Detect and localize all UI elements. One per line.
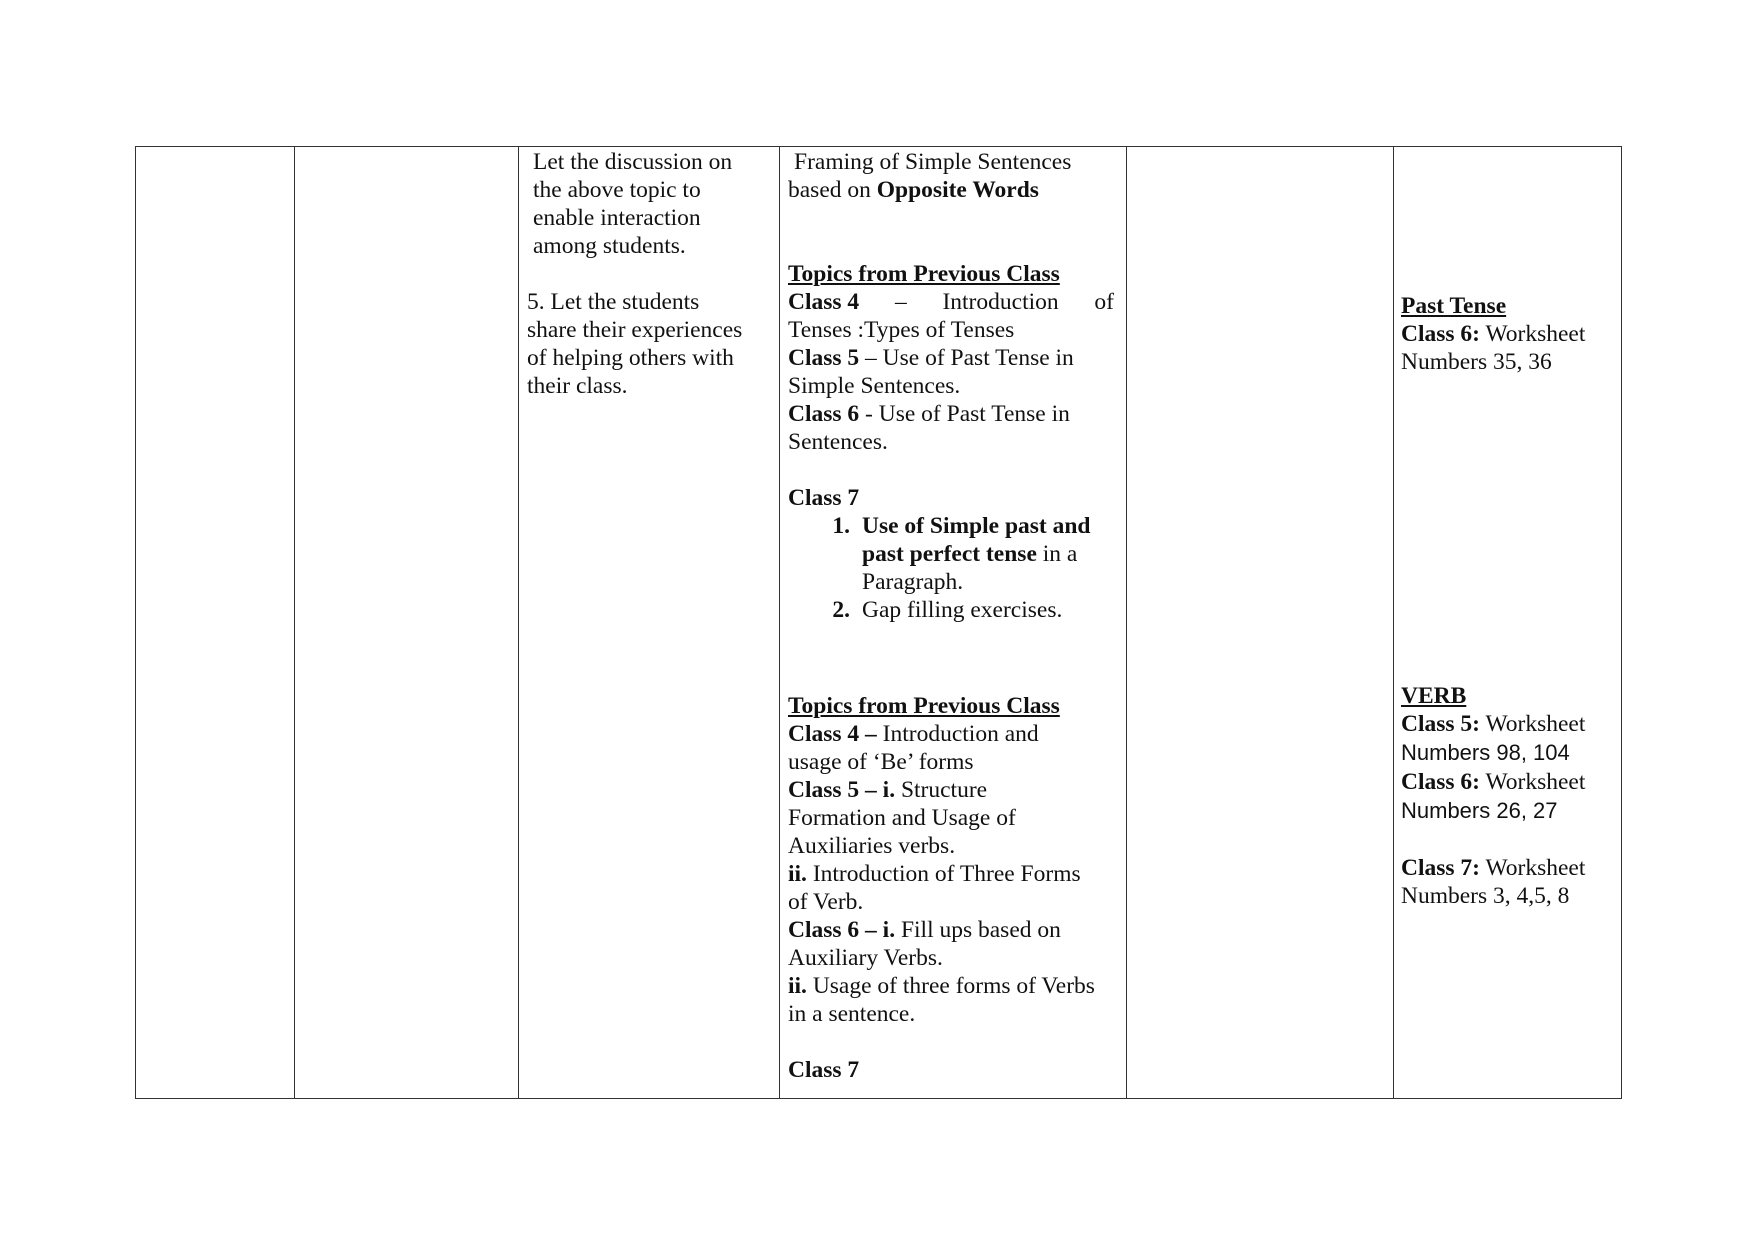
- text: Worksheet: [1480, 711, 1586, 737]
- ii-line: [788, 860, 1114, 888]
- text-line: Simple Sentences.: [788, 373, 961, 399]
- column-divider: [1126, 146, 1127, 1099]
- activities-cell: [527, 148, 777, 400]
- text-line: Let the discussion on: [533, 149, 733, 175]
- text-line: in a sentence.: [788, 1001, 916, 1027]
- column-divider: [779, 146, 780, 1099]
- text-line: of helping others with: [527, 345, 734, 371]
- intro-line: [788, 176, 1114, 204]
- class-label: Class 6:: [1401, 321, 1480, 347]
- past-tense-heading: Past Tense: [1401, 293, 1507, 319]
- class-label: Class 7: [788, 485, 860, 511]
- list-number: 2.: [832, 597, 850, 623]
- text: Worksheet: [1480, 769, 1586, 795]
- class5-line: [788, 776, 1114, 804]
- text: – Use of Past Tense in: [859, 345, 1074, 371]
- class-label: Class 5: [788, 345, 860, 371]
- word: of: [1094, 289, 1114, 315]
- text-line: their class.: [527, 373, 628, 399]
- discussion-paragraph: [527, 148, 777, 260]
- text-line: of Verb.: [788, 889, 864, 915]
- text-line: among students.: [533, 233, 686, 259]
- class4-line: [788, 288, 1114, 316]
- class4-line: [788, 720, 1114, 748]
- text-line: Formation and Usage of: [788, 805, 1016, 831]
- text-line: the above topic to: [533, 177, 701, 203]
- column-divider: [294, 146, 295, 1099]
- text: Worksheet: [1480, 321, 1586, 347]
- text: Introduction of Three Forms: [806, 861, 1081, 887]
- text-line: Auxiliaries verbs.: [788, 833, 956, 859]
- class-label: Class 6 – i.: [788, 917, 896, 943]
- class-label: Class 5:: [1401, 711, 1480, 737]
- worksheet-line: [1401, 768, 1616, 796]
- text-line: 5. Let the students: [527, 289, 700, 315]
- text-line: Sentences.: [788, 429, 888, 455]
- worksheets-cell: [1401, 148, 1616, 910]
- section-heading: Topics from Previous Class: [788, 693, 1060, 719]
- worksheet-numbers: Numbers 26, 27: [1401, 798, 1558, 823]
- ii-line: [788, 972, 1114, 1000]
- text: Usage of three forms of Verbs: [806, 973, 1095, 999]
- text: Worksheet: [1480, 855, 1586, 881]
- intro-line: Framing of Simple Sentences: [794, 149, 1072, 175]
- worksheet-line: [1401, 320, 1616, 348]
- class-label: Class 7: [788, 1057, 860, 1083]
- class-label: Class 5 – i.: [788, 777, 896, 803]
- list-text: in a Paragraph.: [862, 541, 1078, 595]
- section-heading: Topics from Previous Class: [788, 261, 1060, 287]
- text-line: Auxiliary Verbs.: [788, 945, 943, 971]
- worksheet-numbers: Numbers 98, 104: [1401, 740, 1570, 765]
- class5-line: [788, 344, 1114, 372]
- opposite-words: Opposite Words: [876, 177, 1039, 203]
- dash: –: [894, 289, 907, 315]
- topics-cell: [788, 148, 1114, 1084]
- class-label: Class 4 –: [788, 721, 877, 747]
- list-bold: Use of Simple past and past perfect tense: [862, 513, 1091, 567]
- class-label: Class 7:: [1401, 855, 1480, 881]
- verb-heading: VERB: [1401, 683, 1467, 709]
- worksheet-line: [1401, 854, 1616, 882]
- worksheet-line: [1401, 710, 1616, 738]
- list-number: 1.: [832, 513, 850, 539]
- text-line: Tenses :Types of Tenses: [788, 317, 1015, 343]
- worksheet-numbers: Numbers 35, 36: [1401, 349, 1552, 375]
- class6-line: [788, 916, 1114, 944]
- class7-list: [788, 512, 1114, 624]
- list-item: [788, 512, 1114, 596]
- text: Introduction and: [876, 721, 1039, 747]
- column-divider: [1393, 146, 1394, 1099]
- worksheet-numbers: Numbers 3, 4,5, 8: [1401, 883, 1570, 909]
- class6-line: [788, 400, 1114, 428]
- experience-paragraph: [527, 288, 777, 400]
- class-label: Class 6:: [1401, 769, 1480, 795]
- text: Structure: [895, 777, 988, 803]
- class-label: Class 6: [788, 401, 860, 427]
- text-line: usage of ‘Be’ forms: [788, 749, 974, 775]
- class-label: Class 4: [788, 289, 860, 315]
- intro-text: based on: [788, 177, 877, 203]
- text-line: enable interaction: [533, 205, 701, 231]
- word: Introduction: [942, 289, 1059, 315]
- item-label: ii.: [788, 861, 807, 887]
- column-divider: [518, 146, 519, 1099]
- text-line: share their experiences: [527, 317, 743, 343]
- text: - Use of Past Tense in: [859, 401, 1070, 427]
- item-label: ii.: [788, 973, 807, 999]
- list-item: [788, 596, 1114, 624]
- text: Fill ups based on: [895, 917, 1061, 943]
- list-text: Gap filling exercises.: [862, 597, 1063, 623]
